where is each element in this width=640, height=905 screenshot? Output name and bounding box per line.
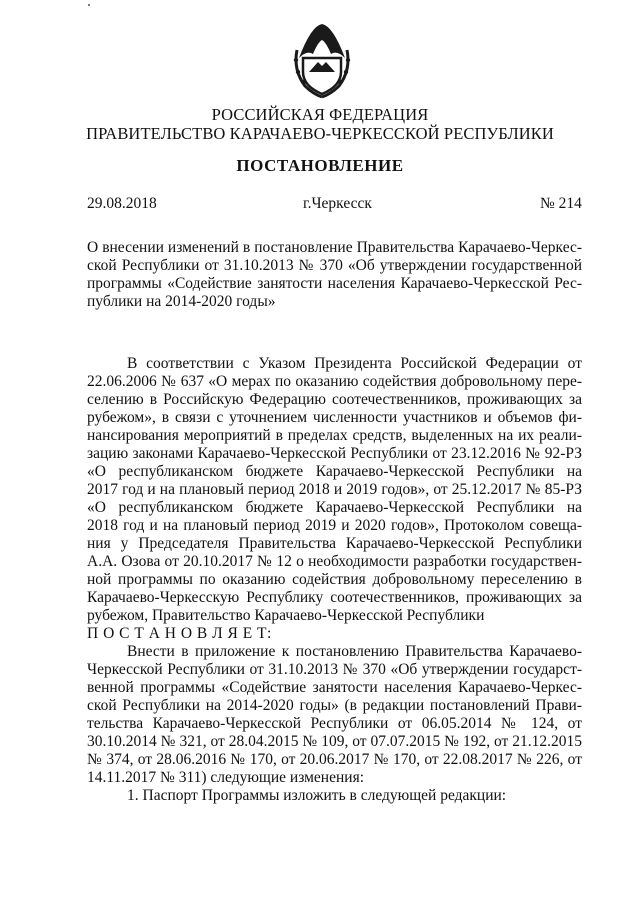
body-line: ной программы по оказанию содействия добровольному переселению в: [87, 571, 582, 588]
body-line: 14.11.2017 № 311) следующие изменения:: [87, 769, 365, 786]
body-line: «О республиканском бюджете Карачаево-Черкесской Республики на: [87, 463, 582, 480]
document-number: № 214: [540, 195, 582, 212]
scan-speck: [88, 4, 90, 6]
title-line: ской Республики от 31.10.2013 № 370 «Об утверждении государственной: [87, 257, 582, 274]
body-line: зацию законами Карачаево-Черкесской Республики от 23.12.2016 № 92-РЗ: [87, 445, 582, 462]
document-type-title: ПОСТАНОВЛЕНИЕ: [236, 156, 404, 175]
document-city: г.Черкесск: [303, 195, 372, 212]
coat-of-arms-emblem-icon: [291, 20, 353, 100]
government-heading: ПРАВИТЕЛЬСТВО КАРАЧАЕВО-ЧЕРКЕССКОЙ РЕСПУБЛИКИ: [86, 124, 554, 143]
body-line: ской Республики на 2014-2020 годы» (в редакции постановлений Прави-: [87, 697, 582, 714]
body-line: 1. Паспорт Программы изложить в следующей редакции:: [127, 787, 507, 804]
body-line: селению в Российскую Федерацию соотечественников, проживающих за: [87, 391, 582, 408]
resolves-heading: П О С Т А Н О В Л Я Е Т:: [87, 625, 272, 642]
title-line: программы «Содействие занятости населения Карачаево-Черкесской Рес-: [87, 275, 582, 292]
body-line: 2018 год и на плановый период 2019 и 2020 годов», Протоколом совеща-: [87, 517, 582, 534]
country-heading: РОССИЙСКАЯ ФЕДЕРАЦИЯ: [211, 105, 429, 124]
body-line: 30.10.2014 № 321, от 28.04.2015 № 109, от 07.07.2015 № 192, от 21.12.2015: [87, 733, 582, 750]
body-line: В соответствии с Указом Президента Российской Федерации от: [127, 355, 582, 372]
body-line: А.А. Озова от 20.10.2017 № 12 о необходимости разработки государствен-: [87, 553, 582, 570]
body-line: «О республиканском бюджете Карачаево-Черкесской Республики на: [87, 499, 582, 516]
title-line: публики на 2014-2020 годы»: [87, 293, 276, 310]
body-line: венной программы «Содействие занятости населения Карачаево-Черкес-: [87, 679, 582, 696]
body-line: 22.06.2006 № 637 «О мерах по оказанию содействия добровольному пере-: [87, 373, 582, 390]
title-line: О внесении изменений в постановление Правительства Карачаево-Черкес-: [87, 239, 582, 256]
body-line: тельства Карачаево-Черкесской Республики от 06.05.2014 № 124, от: [87, 715, 582, 732]
body-line: ния у Председателя Правительства Карачаево-Черкесской Республики: [87, 535, 582, 552]
body-line: Черкесской Республики от 31.10.2013 № 370 «Об утверждении государст-: [87, 661, 582, 678]
body-line: Внести в приложение к постановлению Правительства Карачаево-: [127, 643, 582, 660]
body-line: 2017 год и на плановый период 2018 и 2019 годов», от 25.12.2017 № 85-РЗ: [87, 481, 582, 498]
body-line: Карачаево-Черкесскую Республику соотечественников, проживающих за: [87, 589, 582, 606]
document-date: 29.08.2018: [87, 195, 157, 212]
body-line: рубежом», в связи с уточнением численности участников и объемов фи-: [87, 409, 582, 426]
body-line: нансирования мероприятий в пределах средств, выделенных на их реали-: [87, 427, 582, 444]
body-line: № 374, от 28.06.2016 № 170, от 20.06.2017 № 170, от 22.08.2017 № 226, от: [87, 751, 582, 768]
body-line: рубежом, Правительство Карачаево-Черкесской Республики: [87, 607, 485, 624]
